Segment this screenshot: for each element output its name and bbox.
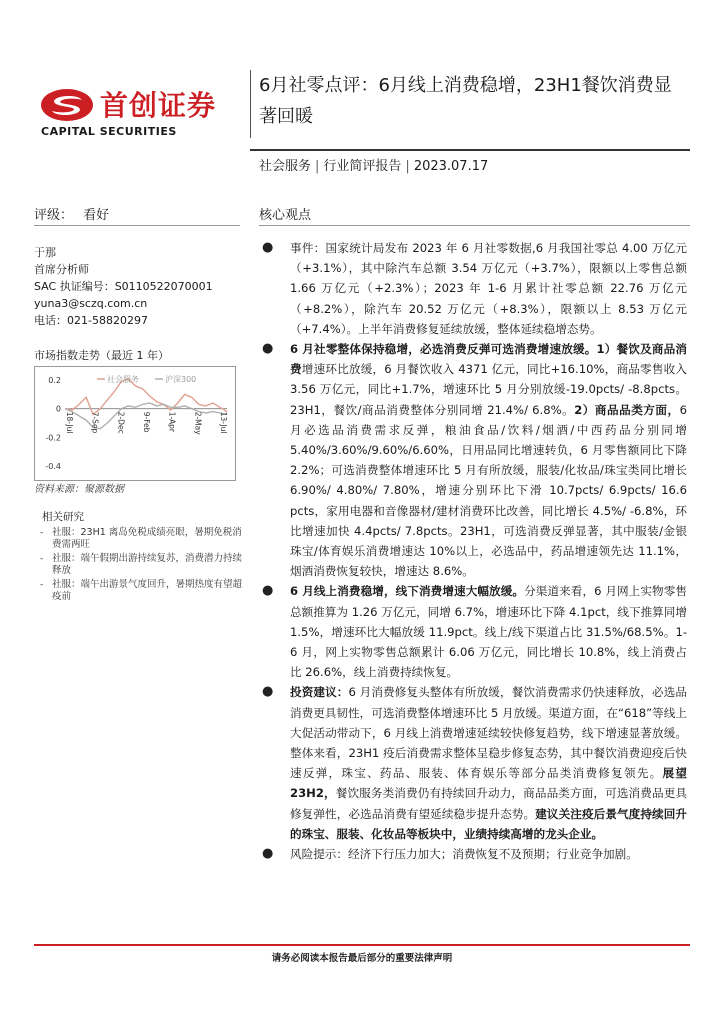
company-logo-mark-icon — [40, 88, 94, 122]
core-point — [262, 682, 687, 844]
right-rule — [259, 225, 690, 226]
legal-footer: 请务必阅读本报告最后部分的重要法律声明 — [271, 953, 453, 964]
core-point — [262, 339, 687, 581]
x-tick-label: 7-Sep — [90, 411, 100, 434]
core-point-bold-text: 展望 23H2， — [290, 766, 687, 801]
related-item[interactable]: 社服：端午出游景气度回升，暑期热度有望超疫前 — [52, 579, 243, 602]
report-sector: 社会服务 — [259, 159, 312, 174]
core-point-text: 分渠道来看，6 月网上实物零售总额推算为 1.26 万亿元，同增 6.7%，增速环比下降 4.1pct，线下推算同增 1.5%，增速环比大幅放缓 11.9pct。线上/线下渠道占比 31.5%/68.5%。1-6 月，网上实物零售总额累计 6.06 万亿元，同比增长 10.8%，线上消费占比 26.6%，线上消费持续恢复。 — [290, 584, 687, 680]
core-point-bold-text: 建议关注疫后景气度持续回升的珠宝、服装、化妆品等板块中，业绩持续高增的龙头企业。 — [290, 806, 687, 841]
bullet-dot-icon: ● — [262, 240, 274, 255]
related-bullet-icon: - — [40, 528, 44, 538]
market-chart-svg — [35, 367, 235, 480]
core-point-bold-text: 2）商品品类方面， — [574, 402, 680, 417]
bullet-dot-icon: ● — [262, 846, 274, 862]
left-rule — [34, 225, 240, 226]
x-tick-label: 2-May — [193, 411, 203, 435]
core-point-text: 经济下行压力加大；消费恢复不及预期；行业竞争加剧。 — [347, 847, 638, 862]
legend-label: 沪深300 — [165, 375, 197, 384]
analyst-phone: 电话：021-58820297 — [34, 314, 148, 327]
analyst-email[interactable]: yuna3@sczq.com.cn — [34, 297, 148, 310]
chart-heading: 市场指数走势（最近 1 年） — [34, 349, 169, 362]
related-item[interactable]: 社服：端午假期出游持续复苏，消费潜力持续释放 — [52, 553, 243, 576]
related-bullet-icon: - — [40, 554, 44, 564]
footer-rule — [34, 944, 690, 946]
x-tick-label: 9-Feb — [142, 411, 151, 433]
analyst-name: 于那 — [34, 246, 56, 259]
core-point-text: 6 月消费修复头整体有所放缓，餐饮消费需求仍快速释放，必选品消费更具韧性，可选消费整体增速环比 5 月放缓。渠道方面，在“618”等线上大促活动带动下，6 月线上消费增速延续较快修复趋势，线下增速显著放缓。整体来看，23H1 疫后消费需求整体呈稳步修复态势，其中餐饮消费迎疫后快速反弹，珠宝、药品、服装、体育娱乐等部分品类消费修复领先。 — [290, 685, 687, 781]
y-tick-label: 0 — [55, 404, 61, 414]
meta-separator: | — [405, 159, 410, 174]
rating-value: 看好 — [83, 208, 110, 223]
company-logo-name: 首创证券 — [100, 89, 217, 122]
report-meta — [259, 155, 488, 174]
market-chart — [34, 366, 236, 481]
core-point-text: 国家统计局发布 2023 年 6 月社零数据,6 月我国社零总 4.00 万亿元（+3.1%），其中除汽车总额 3.54 万亿元（+3.7%），限额以上零售总额 1.66 万亿元（+2.3%）；2023 年 1-6 月累计社零总额 22.76 万亿元（+8.2%），除汽车 20.52 万亿元（+8.3%），限额以上 8.53 万亿元（+7.4%）。上半年消费修复延续放缓，整体延续稳增态势。 — [290, 241, 687, 336]
y-tick-label: 0.2 — [48, 376, 61, 386]
core-point — [262, 581, 687, 682]
bullet-dot-icon: ● — [262, 341, 274, 357]
bullet-dot-icon: ● — [262, 583, 274, 599]
legend-label: 社会服务 — [107, 375, 139, 384]
core-point-bold-text: 6 月社零整体保持稳增，必选消费反弹可选消费增速放缓。1）餐饮及商品消费 — [290, 342, 687, 377]
bullet-dot-icon: ● — [262, 684, 274, 700]
chart-source: 资料来源：聚源数据 — [34, 484, 124, 495]
core-point — [262, 844, 687, 864]
report-title: 6月社零点评：6月线上消费稳增，23H1餐饮消费显著回暖 — [259, 75, 672, 127]
x-tick-label: 1-Apr — [167, 411, 177, 433]
x-tick-label: 2-Dec — [116, 411, 126, 434]
company-logo-english: CAPITAL SECURITIES — [41, 125, 177, 138]
title-separator — [250, 70, 251, 138]
y-tick-label: -0.2 — [45, 433, 61, 443]
core-point-text: 增速环比放缓，6 月餐饮收入 4371 亿元，同比+16.10%，商品零售收入 3.56 万亿元，同比+1.7%，增速环比 5 月分别放缓-19.0pcts/ -8.8pcts。23H1，餐饮/商品消费整体分别同增 21.4%/ 6.8%。 — [290, 362, 687, 417]
related-bullet-icon: - — [40, 580, 44, 590]
analyst-title: 首席分析师 — [34, 263, 89, 276]
rating — [34, 204, 109, 223]
rating-label: 评级： — [34, 208, 74, 223]
core-point-bold-text: 6 月线上消费稳增，线下消费增速大幅放缓。 — [290, 584, 525, 599]
core-point-text: 6 月必选品消费需求反弹，粮油食品/饮料/烟酒/中西药品分别同增 5.40%/3.60%/9.60%/6.60%，日用品同比增速转负，6 月零售额同比下降 2.2%；可选消费整体增速环比 5 月有所放缓，服装/化妆品/珠宝类同比增长 6.90%/ 4.80%/ 7.80%，增速分别环比下滑 10.7pcts/ 6.9pcts/ 16.6 pcts，家用电器和音像器材/建材消费环比改善，同比增长 4.5%/ -6.8%，环比增速加快 4.4pcts/ 7.8pcts。23H1，可选消费反弹显著，其中服装/金银珠宝/体育娱乐消费增速达 10%以上，必选品中，药品增速领先达 11.1%，烟酒消费恢复较快，增速达 8.6%。 — [290, 402, 687, 579]
core-point-bold-text: 投资建议： — [290, 685, 349, 700]
related-heading: 相关研究 — [42, 511, 84, 523]
core-point-text: 事件： — [290, 241, 326, 255]
analyst-sac: SAC 执证编号：S0110522070001 — [34, 280, 213, 293]
x-tick-label: 18-Jul — [65, 411, 74, 434]
report-date: 2023.07.17 — [413, 159, 489, 174]
core-point — [262, 238, 687, 339]
core-points — [262, 238, 687, 864]
related-item[interactable]: 社服：23H1 离岛免税成绩亮眼，暑期免税消费需两旺 — [52, 527, 242, 550]
core-point-text: 风险提示： — [290, 847, 348, 862]
x-tick-label: 13-Jul — [219, 411, 228, 434]
core-point-text: 餐饮服务类消费仍有持续回升动力，商品品类方面，可选消费品更具修复弹性，必选品消费有望延续稳步提升态势。 — [290, 786, 687, 821]
meta-separator: | — [315, 159, 320, 174]
report-type: 行业简评报告 — [323, 159, 402, 174]
core-heading: 核心观点 — [259, 208, 312, 223]
y-tick-label: -0.4 — [45, 461, 61, 471]
title-rule — [250, 149, 690, 151]
